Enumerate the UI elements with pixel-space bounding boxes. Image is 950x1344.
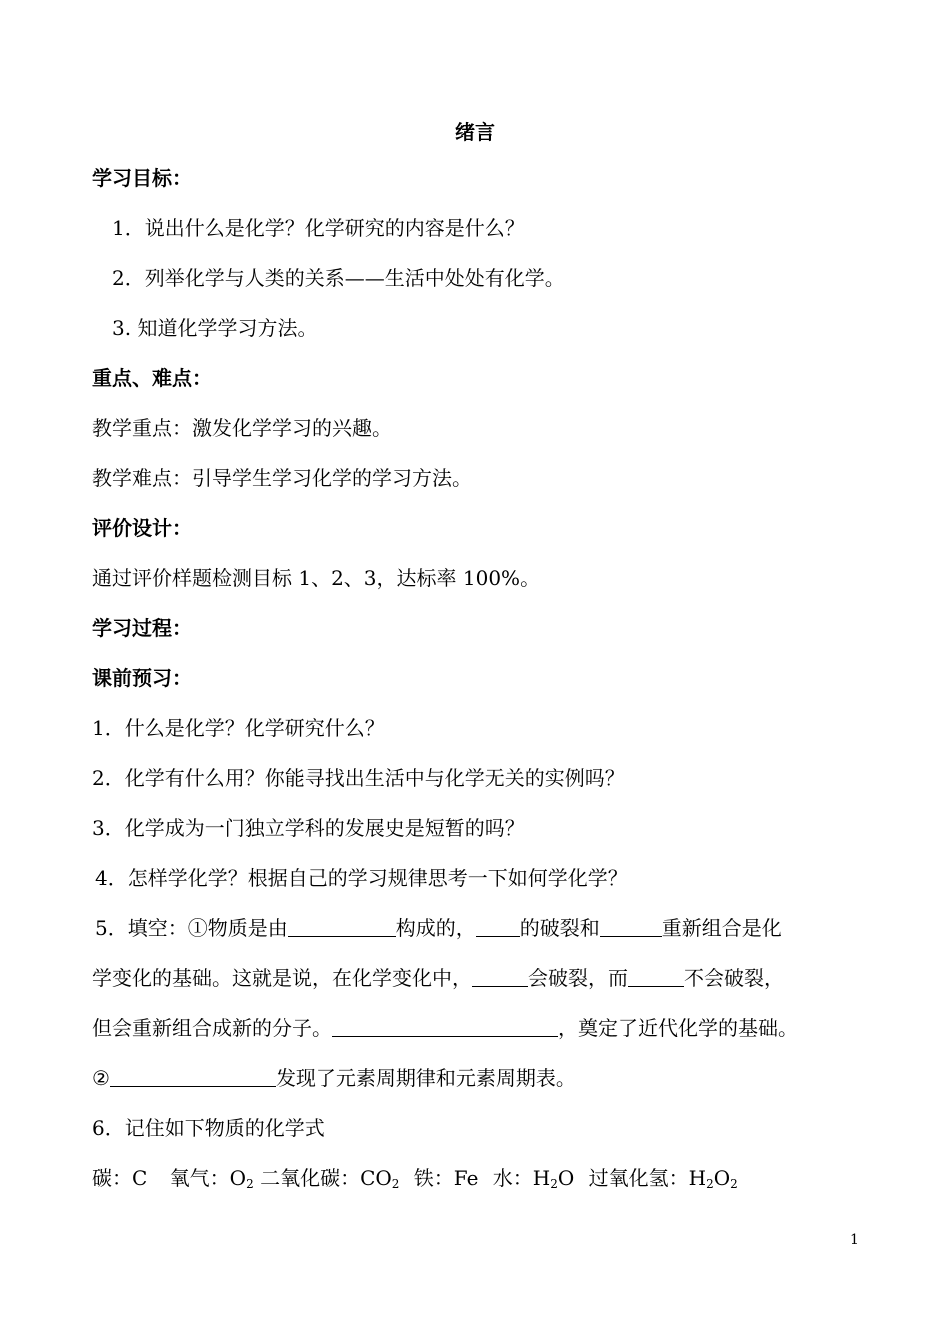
preview-heading: 课前预习：	[92, 666, 192, 690]
fill-blank-text: ，奠定了近代化学的基础。	[558, 1016, 798, 1040]
fill-blank-text: 重新组合是化	[661, 916, 782, 940]
objectives-heading: 学习目标：	[92, 166, 192, 190]
formula-item: 铁：Fe	[413, 1166, 479, 1190]
blank-field[interactable]	[332, 1016, 558, 1037]
objective-item-3: 3. 知道化学学习方法。	[112, 316, 318, 340]
fill-blank-line-2	[92, 965, 784, 991]
blank-field[interactable]	[110, 1066, 276, 1087]
formula-item: 过氧化氢：$H_2O_2$	[588, 1166, 738, 1191]
formula-item: 氧气：$O_2$	[169, 1166, 254, 1191]
page-number: 1	[850, 1232, 859, 1248]
process-heading: 学习过程：	[92, 616, 192, 640]
preview-question-2: 2．化学有什么用？你能寻找出生活中与化学无关的实例吗？	[92, 766, 625, 790]
formula-list	[92, 1165, 738, 1191]
key-point-text: 教学重点：激发化学学习的兴趣。	[92, 416, 392, 440]
fill-blank-line-4	[92, 1065, 576, 1091]
fill-blank-text: 但会重新组合成新的分子。	[92, 1016, 332, 1040]
fill-blank-text: 发现了元素周期律和元素周期表。	[275, 1066, 576, 1090]
fill-blank-line-3	[92, 1015, 798, 1041]
formula-item: 二氧化碳：$CO_2$	[260, 1166, 400, 1191]
fill-blank-text: 构成的，	[395, 916, 476, 940]
preview-question-3: 3．化学成为一门独立学科的发展史是短暂的吗？	[92, 816, 525, 840]
fill-blank-text: 学变化的基础。这就是说，在化学变化中，	[92, 966, 472, 990]
blank-field[interactable]	[476, 916, 520, 937]
formula-item: 碳：C	[92, 1166, 148, 1190]
blank-field[interactable]	[472, 966, 528, 987]
fill-blank-text: 会破裂，而	[528, 966, 628, 990]
page-title: 绪言	[455, 120, 495, 144]
blank-field[interactable]	[628, 966, 684, 987]
formula-item: 水：$H_2O$	[492, 1166, 575, 1191]
preview-question-1: 1．什么是化学？化学研究什么？	[92, 716, 385, 740]
preview-question-4: 4．怎样学化学？根据自己的学习规律思考一下如何学化学？	[95, 866, 628, 890]
difficulty-text: 教学难点：引导学生学习化学的学习方法。	[92, 466, 472, 490]
fill-blank-text: ②	[92, 1066, 110, 1090]
blank-field[interactable]	[288, 916, 396, 937]
objective-item-2: 2．列举化学与人类的关系——生活中处处有化学。	[112, 266, 565, 290]
blank-field[interactable]	[600, 916, 662, 937]
fill-blank-text: 的破裂和	[519, 916, 600, 940]
fill-blank-prefix: 5．填空：①物质是由	[95, 916, 288, 940]
evaluation-heading: 评价设计：	[92, 516, 192, 540]
objective-item-1: 1．说出什么是化学？化学研究的内容是什么？	[112, 216, 525, 240]
fill-blank-line-1	[95, 915, 782, 941]
key-points-heading: 重点、难点：	[92, 366, 212, 390]
preview-question-6: 6．记住如下物质的化学式	[92, 1116, 325, 1140]
evaluation-text: 通过评价样题检测目标 1、2、3，达标率 100%。	[92, 566, 541, 590]
fill-blank-text: 不会破裂，	[684, 966, 784, 990]
